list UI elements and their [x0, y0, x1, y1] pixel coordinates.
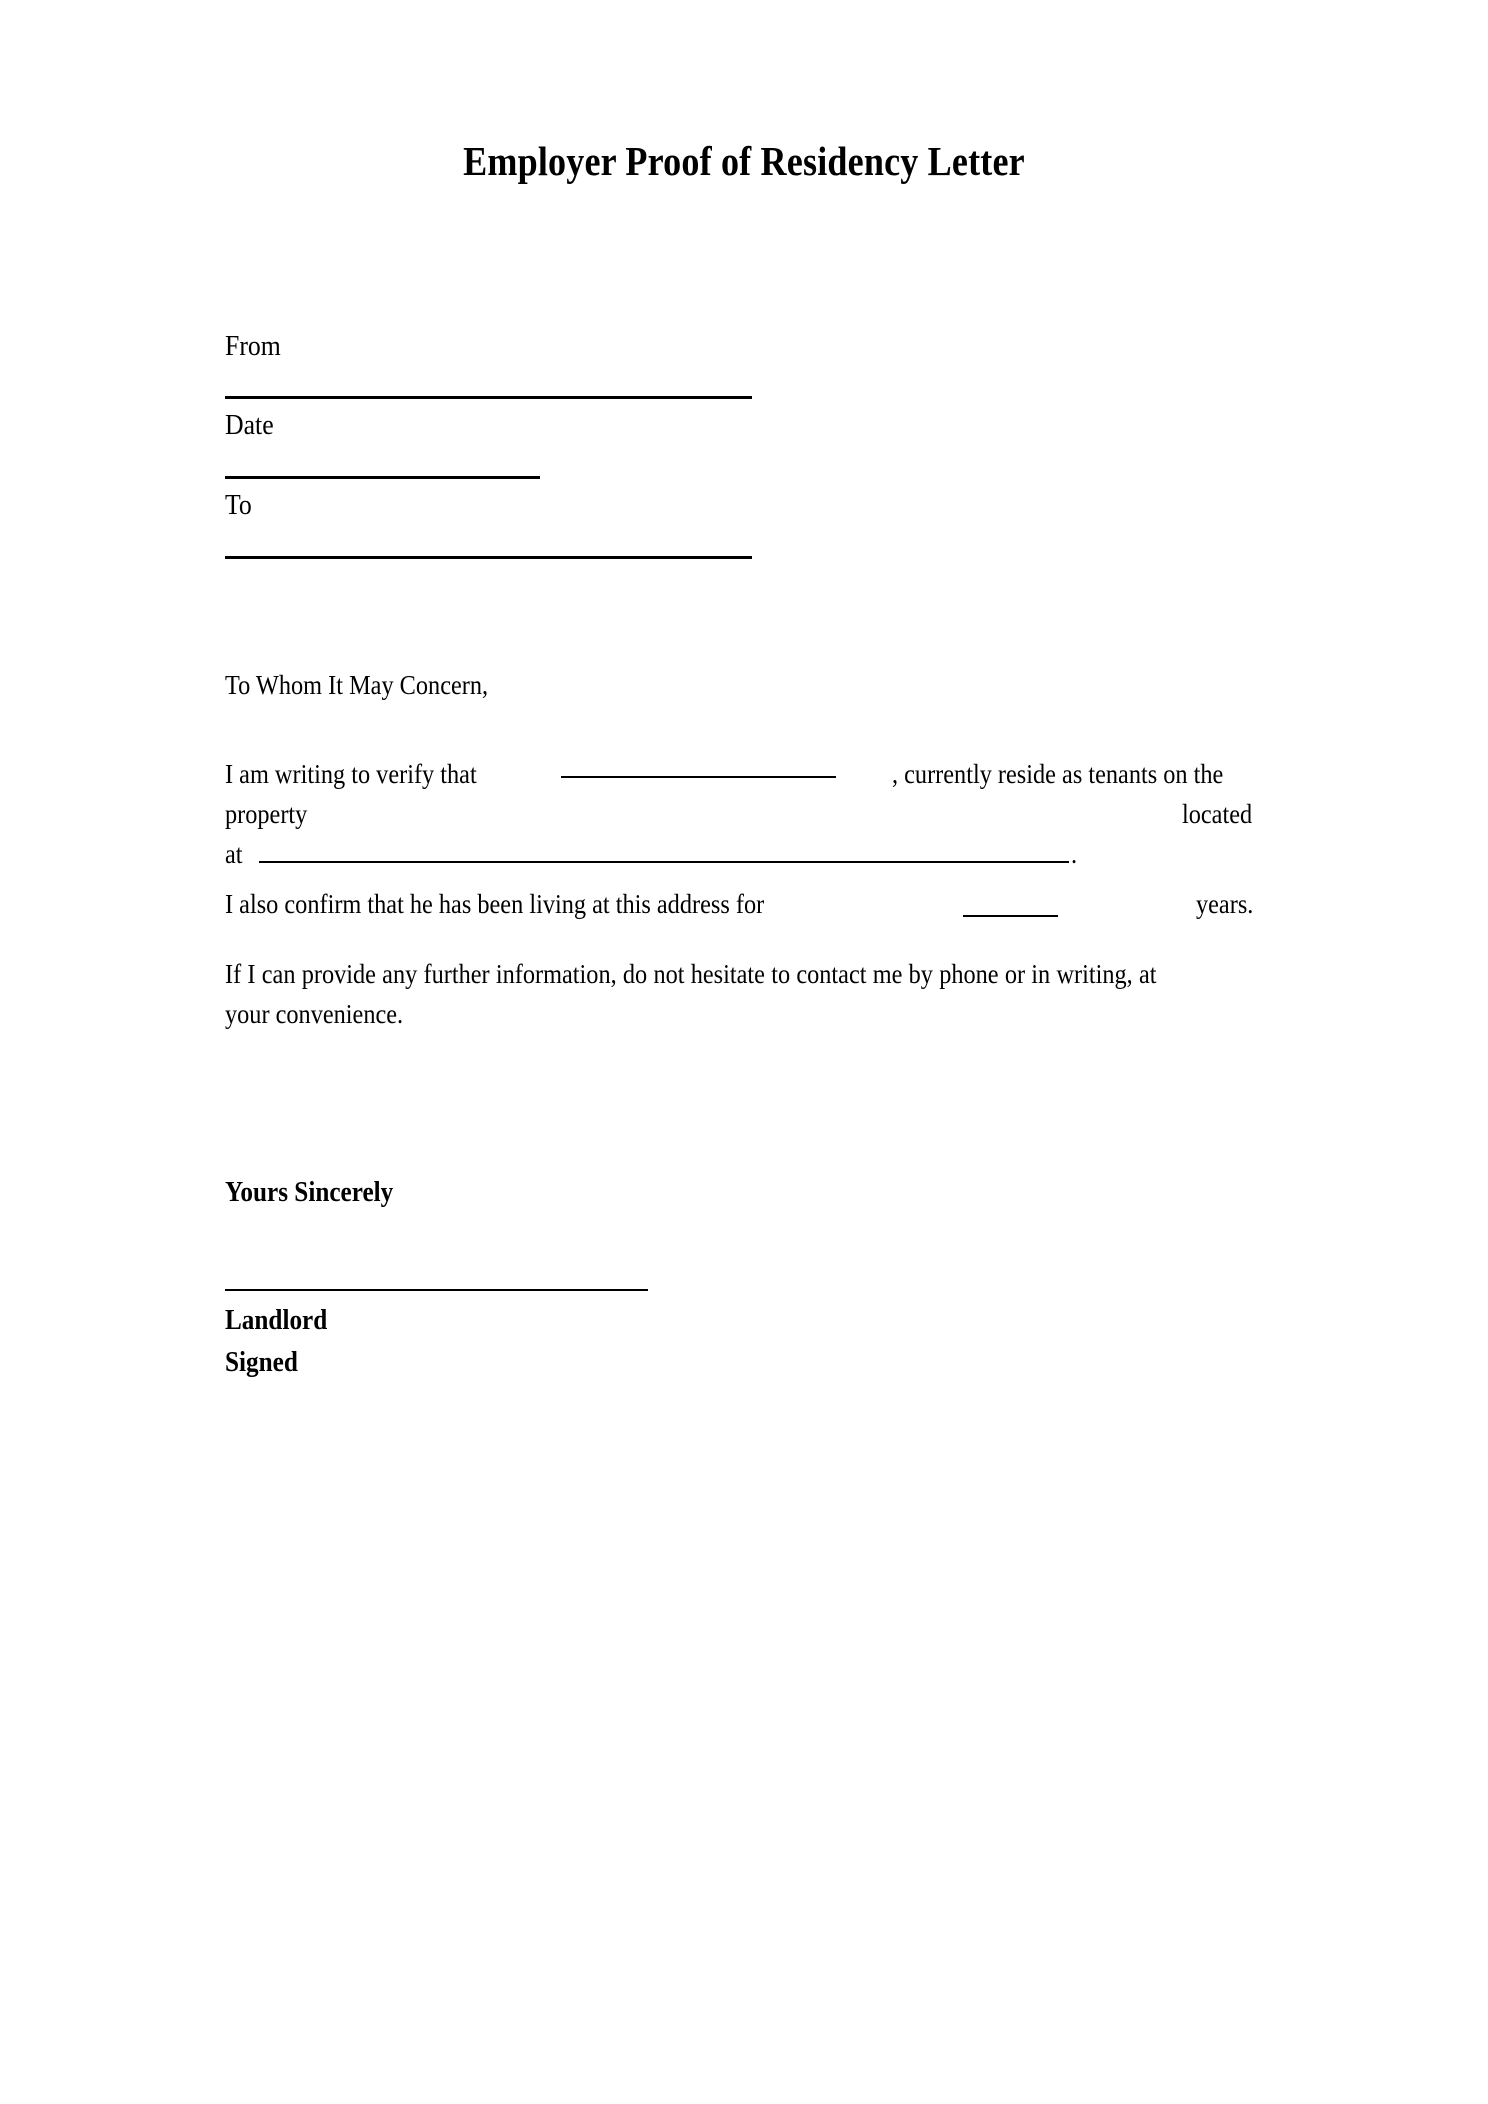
- confirm-text-part1: I also confirm that he has been living at this address for: [225, 889, 765, 919]
- verify-line-3: [225, 834, 1260, 874]
- closing-label: Yours Sincerely: [225, 1177, 394, 1208]
- to-fill-line[interactable]: [225, 556, 752, 559]
- verify-line-2: [225, 794, 1260, 834]
- tenant-name-blank[interactable]: [561, 754, 836, 778]
- from-fill-line[interactable]: [225, 396, 752, 399]
- property-address-blank[interactable]: [259, 839, 1069, 863]
- verify-text-part1: I am writing to verify that: [225, 759, 477, 789]
- date-label: Date: [225, 410, 274, 441]
- page-title: Employer Proof of Residency Letter: [463, 138, 1025, 184]
- salutation: To Whom It May Concern,: [225, 670, 489, 700]
- signed-label: Signed: [225, 1347, 298, 1378]
- contact-text: If I can provide any further information, do not hesitate to contact me by phone or in writing, at your convenience.: [225, 959, 1157, 1029]
- verify-text-located: located: [1182, 799, 1253, 829]
- date-fill-line[interactable]: [225, 476, 540, 479]
- confirm-text-part2: years.: [1196, 889, 1254, 919]
- signature-line[interactable]: [225, 1289, 648, 1291]
- contact-paragraph: [225, 954, 1260, 1074]
- verify-text-period: .: [1070, 839, 1077, 869]
- to-label: To: [225, 490, 252, 521]
- from-label: From: [225, 331, 281, 362]
- confirm-paragraph: [225, 884, 1260, 964]
- verify-text-at: at: [225, 839, 243, 869]
- letter-body: [225, 670, 1260, 1029]
- years-blank[interactable]: [963, 893, 1058, 917]
- verify-line-1: [225, 754, 1260, 794]
- verify-text-part2: , currently reside as tenants on the: [891, 759, 1224, 789]
- landlord-label: Landlord: [225, 1305, 328, 1336]
- verify-text-property: property: [225, 799, 308, 829]
